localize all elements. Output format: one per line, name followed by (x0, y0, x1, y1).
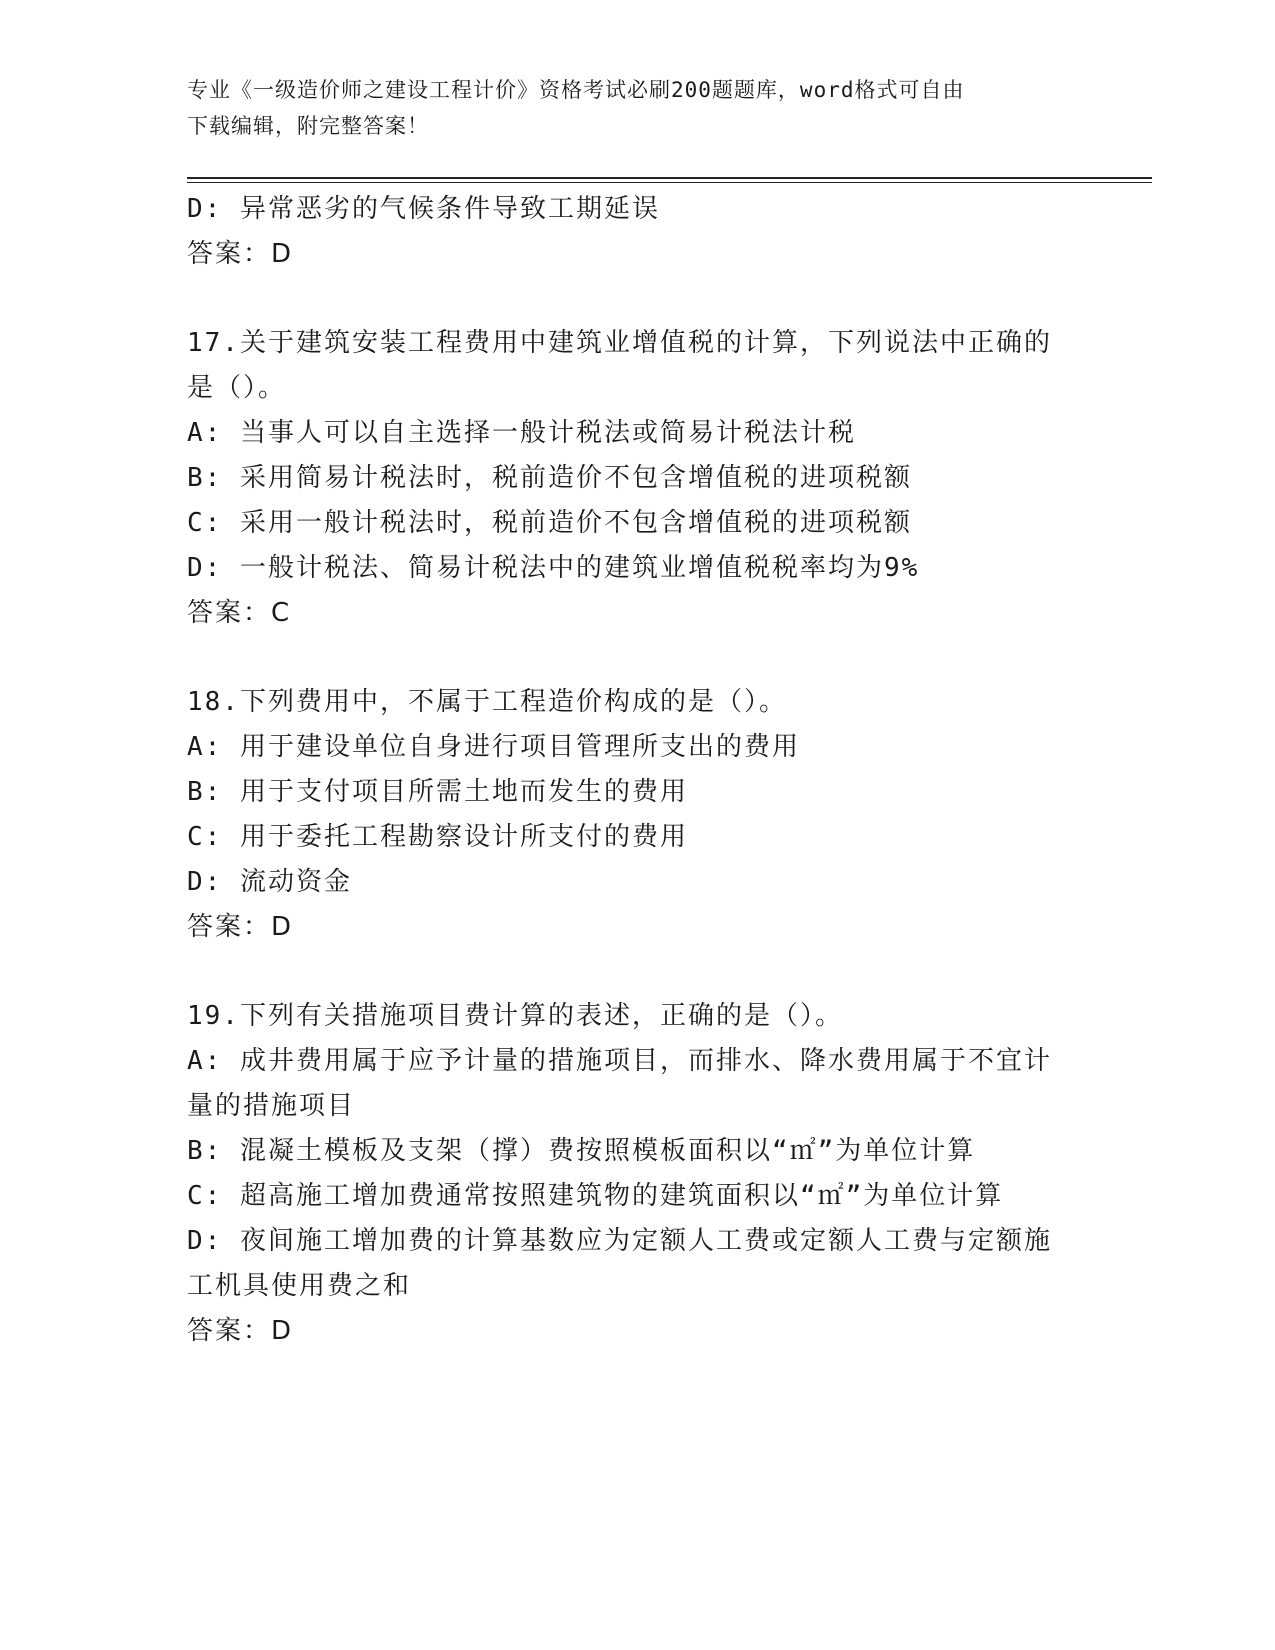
q18-stem: 18.下列费用中，不属于工程造价构成的是（）。 (187, 687, 787, 717)
question-17 (187, 321, 1087, 636)
q16-answer: 答案：D (187, 239, 294, 269)
question-19 (187, 994, 1087, 1354)
q17-option-a: A: 当事人可以自主选择一般计税法或简易计税法计税 (187, 418, 856, 448)
header-rule-thick (187, 177, 1152, 179)
q19-answer: 答案：D (187, 1316, 294, 1346)
q17-stem-line-2: 是（）。 (187, 373, 287, 403)
q19-option-d-line-2: 工机具使用费之和 (187, 1271, 412, 1301)
q17-option-d: D: 一般计税法、简易计税法中的建筑业增值税税率均为9% (187, 553, 920, 583)
q18-option-a: A: 用于建设单位自身进行项目管理所支出的费用 (187, 732, 800, 762)
q18-answer: 答案：D (187, 912, 294, 942)
q18-option-c: C: 用于委托工程勘察设计所支付的费用 (187, 822, 688, 852)
q19-option-d-line-1: D: 夜间施工增加费的计算基数应为定额人工费或定额人工费与定额施 (187, 1226, 1052, 1256)
q17-answer: 答案：C (187, 598, 292, 628)
question-18 (187, 680, 1087, 950)
q16-option-d: D: 异常恶劣的气候条件导致工期延误 (187, 194, 660, 224)
q18-option-d: D: 流动资金 (187, 867, 352, 897)
q17-stem-line-1: 17.关于建筑安装工程费用中建筑业增值税的计算，下列说法中正确的 (187, 328, 1052, 358)
header-line-2: 下载编辑，附完整答案！ (187, 114, 429, 138)
q17-option-c: C: 采用一般计税法时，税前造价不包含增值税的进项税额 (187, 508, 912, 538)
question-16-tail (187, 187, 1087, 277)
header-line-1: 专业《一级造价师之建设工程计价》资格考试必刷200题题库，word格式可自由 (187, 78, 965, 102)
q19-option-c: C: 超高施工增加费通常按照建筑物的建筑面积以“㎡”为单位计算 (187, 1181, 1004, 1211)
q17-option-b: B: 采用简易计税法时，税前造价不包含增值税的进项税额 (187, 463, 912, 493)
q18-option-b: B: 用于支付项目所需土地而发生的费用 (187, 777, 688, 807)
question-content (187, 187, 1087, 1354)
q19-option-a-line-1: A: 成井费用属于应予计量的措施项目，而排水、降水费用属于不宜计 (187, 1046, 1052, 1076)
document-header (187, 72, 1067, 144)
q19-stem: 19.下列有关措施项目费计算的表述，正确的是（）。 (187, 1001, 843, 1031)
q19-option-a-line-2: 量的措施项目 (187, 1091, 356, 1121)
header-rule-thin (187, 182, 1152, 183)
q19-option-b: B: 混凝土模板及支架（撑）费按照模板面积以“㎡”为单位计算 (187, 1136, 976, 1166)
